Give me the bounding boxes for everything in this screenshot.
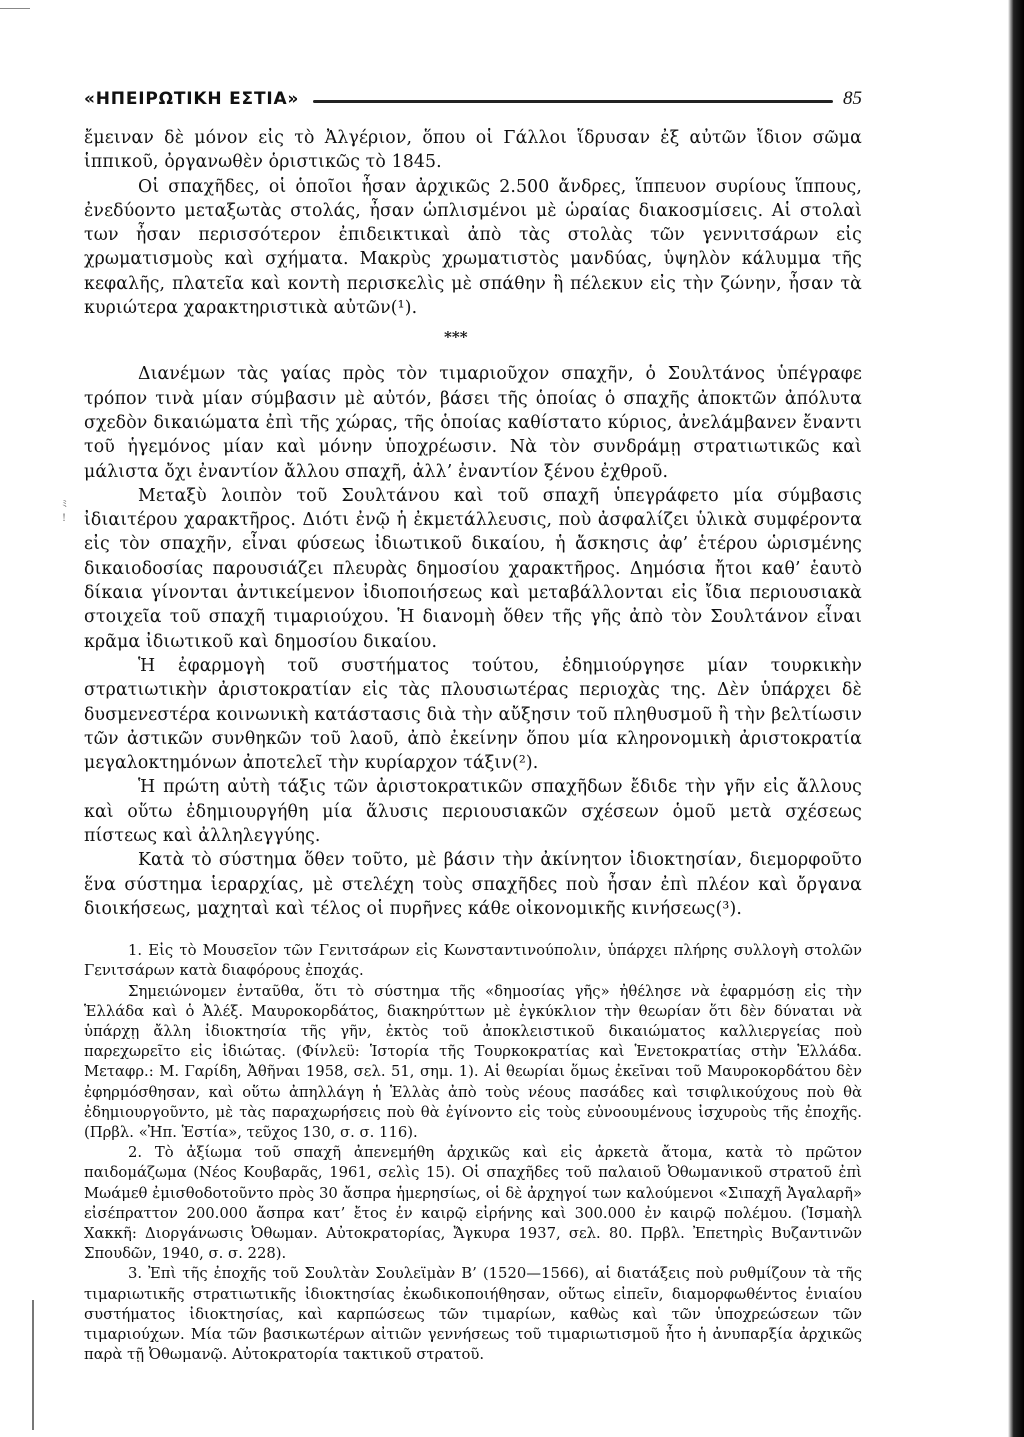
journal-title: «ΗΠΕΙΡΩΤΙΚΗ ΕΣΤΙΑ» (84, 89, 300, 109)
body-paragraph-4: Μεταξὺ λοιπὸν τοῦ Σουλτάνου καὶ τοῦ σπαχῆ ὑπεγράφετο μία σύμβασις ἰδιαιτέρου χαρακτῆρος. Διότι ἐνῷ ἡ ἐκμετάλλευσις, ποὺ ἀσφαλίζει ὑλικὰ συμφέροντα εἰς τὸν σπαχῆν, εἶναι φύσεως ἰδιωτικοῦ δικαίου, ἡ ἄσκησις ἀφ’ ἑτέρου ὡρισμένης δικαιοδοσίας παρουσιάζει πλευρὰς δημοσίου χαρακτῆρος. Δημόσια ἤτοι καθ’ ἑαυτὸ δίκαια γίνονται ἀντικείμενον ἰδιοποιήσεως καὶ μεταβάλλονται εἰς ἴδια περιουσιακὰ στοιχεῖα τοῦ σπαχῆ τιμαριούχου. Ἡ διανομὴ ὅθεν τῆς γῆς ἀπὸ τὸν Σουλτάνον εἶναι κρᾶμα ἰδιωτικοῦ καὶ δημοσίου δικαίου. (84, 485, 862, 652)
scan-binding-shadow (1008, 0, 1024, 1437)
footnote-3: 3. Ἐπὶ τῆς ἐποχῆς τοῦ Σουλτὰν Σουλεϊμὰν Β’ (1520—1566), αἱ διατάξεις ποὺ ρυθμίζουν τὰ τῆς τιμαριωτικῆς στρατιωτικῆς ἰδιοκτησίας ἐκωδικοποιήθησαν, οὕτως εἰπεῖν, διαμορφωθέντος ἑνιαίου συστήματος ἰδιοκτησίας, καὶ καρπώσεως τῶν τιμαρίων, καθὼς καὶ τῶν ὑποχρεώσεων τῶν τιμαριούχων. Μία τῶν βασικωτέρων αἰτιῶν γεννήσεως τοῦ τιμαριωτισμοῦ ἦτο ἡ ἀνυπαρξία ἀρχικῶς παρὰ τῇ Ὀθωμανῷ. Αὐτοκρατορία τακτικοῦ στρατοῦ. (84, 1265, 862, 1364)
footnotes (84, 941, 862, 1365)
body-paragraph-7: Κατὰ τὸ σύστημα ὅθεν τοῦτο, μὲ βάσιν τὴν ἀκίνητον ἰδιοκτησίαν, διεμορφοῦτο ἕνα σύστημα ἱεραρχίας, μὲ στελέχη τοὺς σπαχῆδες ποὺ ἦσαν ἐπὶ πλέον καὶ ὄργανα διοικήσεως, μαχηταὶ καὶ τέλος οἱ πυρῆνες κάθε οἰκονομικῆς κινήσεως(³). (84, 850, 862, 919)
page (84, 82, 862, 1365)
running-header (84, 82, 862, 116)
body-paragraph-3: Διανέμων τὰς γαίας πρὸς τὸν τιμαριοῦχον σπαχῆν, ὁ Σουλτάνος ὑπέγραφε τρόπον τινὰ μίαν σύμβασιν μὲ αὐτόν, βάσει τῆς ὁποίας ὁ σπαχῆς ἀποκτῶν ἀπόλυτα σχεδὸν δικαιώματα ἐπὶ τῆς χώρας, τῆς ὁποίας καθίστατο κύριος, ἀνελάμβανεν ἔναντι τοῦ ἡγεμόνος μίαν καὶ μόνην ὑποχρέωσιν. Νὰ τὸν συνδράμῃ στρατιωτικῶς καὶ μάλιστα ὄχι ἐναντίον ἄλλου σπαχῆ, ἀλλ’ ἐναντίον ξένου ἐχθροῦ. (84, 364, 862, 482)
footnote-2: 2. Τὸ ἀξίωμα τοῦ σπαχῆ ἀπενεμήθη ἀρχικῶς καὶ εἰς ἀρκετὰ ἄτομα, κατὰ τὸ πρῶτον παιδομάζωμα (Νέος Κουβαρᾶς, 1961, σελὶς 15). Οἱ σπαχῆδες τοῦ παλαιοῦ Ὀθωμανικοῦ στρατοῦ ἐπὶ Μωάμεθ ἐμισθοδοτοῦντο πρὸς 30 ἄσπρα ἡμερησίως, οἱ δὲ ἀρχηγοί των καλούμενοι «Σιπαχῆ Ἀγαλαρῆ» εἰσέπραττον 200.000 ἄσπρα κατ’ ἔτος ἐν καιρῷ εἰρήνης καὶ 300.000 ἐν καιρῷ πολέμου. (Ἰσμαὴλ Χακκῆ: Διοργάνωσις Ὀθωμαν. Αὐτοκρατορίας, Ἄγκυρα 1937, σελ. 80. Πρβλ. Ἐπετηρὶς Βυζαντινῶν Σπουδῶν, 1940, σ. σ. 228). (84, 1144, 862, 1263)
scan-edge-mark (0, 8, 30, 9)
page-number: 85 (843, 88, 862, 109)
body-paragraph-5: Ἡ ἐφαρμογὴ τοῦ συστήματος τούτου, ἐδημιούργησε μίαν τουρκικὴν στρατιωτικὴν ἀριστοκρατίαν εἰς τὰς πλουσιωτέρας περιοχὰς της. Δὲν ὑπάρχει δὲ δυσμενεστέρα κοινωνικὴ κατάστασις διὰ τὴν αὔξησιν τοῦ πληθυσμοῦ ἢ τὴν βελτίωσιν τῶν ἀστικῶν συνθηκῶν τοῦ λαοῦ, ἀπὸ ἐκείνην ὅπου μία κληρονομικὴ ἀριστοκρατία μεγαλοκτημόνων ἀποτελεῖ τὴν κυρίαρχον τάξιν(²). (84, 655, 862, 774)
body-paragraph-1: ἔμειναν δὲ μόνον εἰς τὸ Ἀλγέριον, ὅπου οἱ Γάλλοι ἵδρυσαν ἐξ αὐτῶν ἴδιον σῶμα ἱππικοῦ, ὀργανωθὲν ὁριστικῶς τὸ 1845. (84, 128, 862, 173)
footnote-1: 1. Εἰς τὸ Μουσεῖον τῶν Γενιτσάρων εἰς Κωνσταντινούπολιν, ὑπάρχει πλήρης συλλογὴ στολῶν Γενιτσάρων κατὰ διαφόρους ἐποχάς. (84, 942, 862, 980)
margin-marks: ﾐ ! (62, 499, 67, 524)
header-rule (313, 100, 833, 103)
section-separator: *** (444, 328, 468, 347)
footnote-1-continued: Σημειώνομεν ἐνταῦθα, ὅτι τὸ σύστημα τῆς «δημοσίας γῆς» ἠθέλησε νὰ ἐφαρμόσῃ εἰς τὴν Ἑλλάδα καὶ ὁ Ἀλέξ. Μαυροκορδάτος, διακηρύττων μὲ ἐγκύκλιον τὴν θεωρίαν ὅτι δὲν δύναται νὰ ὑπάρχῃ ἄλλη ἰδιοκτησία τῆς γῆν, ἐκτὸς τοῦ ἀποκλειστικοῦ δικαιώματος καλλιεργείας ποὺ παρεχωρεῖτο εἰς ἰδιώτας. (Φίνλεϋ: Ἱστορία τῆς Τουρκοκρατίας καὶ Ἑνετοκρατίας στὴν Ἑλλάδα. Μεταφρ.: Μ. Γαρίδη, Ἀθῆναι 1958, σελ. 51, σημ. 1). Αἱ θεωρίαι ὅμως ἐκεῖναι τοῦ Μαυροκορδάτου δὲν ἐφηρμόσθησαν, καὶ οὕτω ἀπηλλάγη ἡ Ἑλλὰς ἀπὸ τοὺς νέους πασάδες καὶ τσιφλικούχους ποὺ θὰ ἐδημιουργοῦντο, μὲ τὰς παραχωρήσεις ποὺ θὰ ἐγίνοντο εἰς τοὺς εὐνοουμένους ἰσχυροὺς τῆς ἐποχῆς. (Πρβλ. «Ἠπ. Ἑστία», τεῦχος 130, σ. σ. 116). (84, 982, 862, 1142)
body-paragraph-2: Οἱ σπαχῆδες, οἱ ὁποῖοι ἦσαν ἀρχικῶς 2.500 ἄνδρες, ἵππευον συρίους ἵππους, ἐνεδύοντο μεταξωτὰς στολάς, ἦσαν ὡπλισμένοι μὲ ὡραίας διακοσμίσεις. Αἱ στολαὶ των ἦσαν περισσότερον ἐπιδεικτικαὶ ἀπὸ τὰς στολὰς τῶν γεννιτσάρων εἰς χρωματισμοὺς καὶ σχήματα. Μακρὺς χρωματιστὸς μανδύας, ὑψηλὸν κάλυμμα τῆς κεφαλῆς, πλατεῖα καὶ κοντὴ περισκελὶς μὲ σπάθην ἢ πέλεκυν εἰς τὴν ζώνην, ἦσαν τὰ κυριώτερα χαρακτηριστικὰ αὐτῶν(¹). (84, 176, 862, 319)
scan-margin-line (32, 1300, 34, 1430)
body-paragraph-6: Ἡ πρώτη αὐτὴ τάξις τῶν ἀριστοκρατικῶν σπαχῆδων ἔδιδε τὴν γῆν εἰς ἄλλους καὶ οὕτω ἐδημιουργήθη μία ἅλυσις περιουσιακῶν σχέσεων ὁμοῦ μετὰ σχέσεως πίστεως καὶ ἀλληλεγγύης. (84, 777, 862, 847)
body-text (84, 126, 862, 921)
